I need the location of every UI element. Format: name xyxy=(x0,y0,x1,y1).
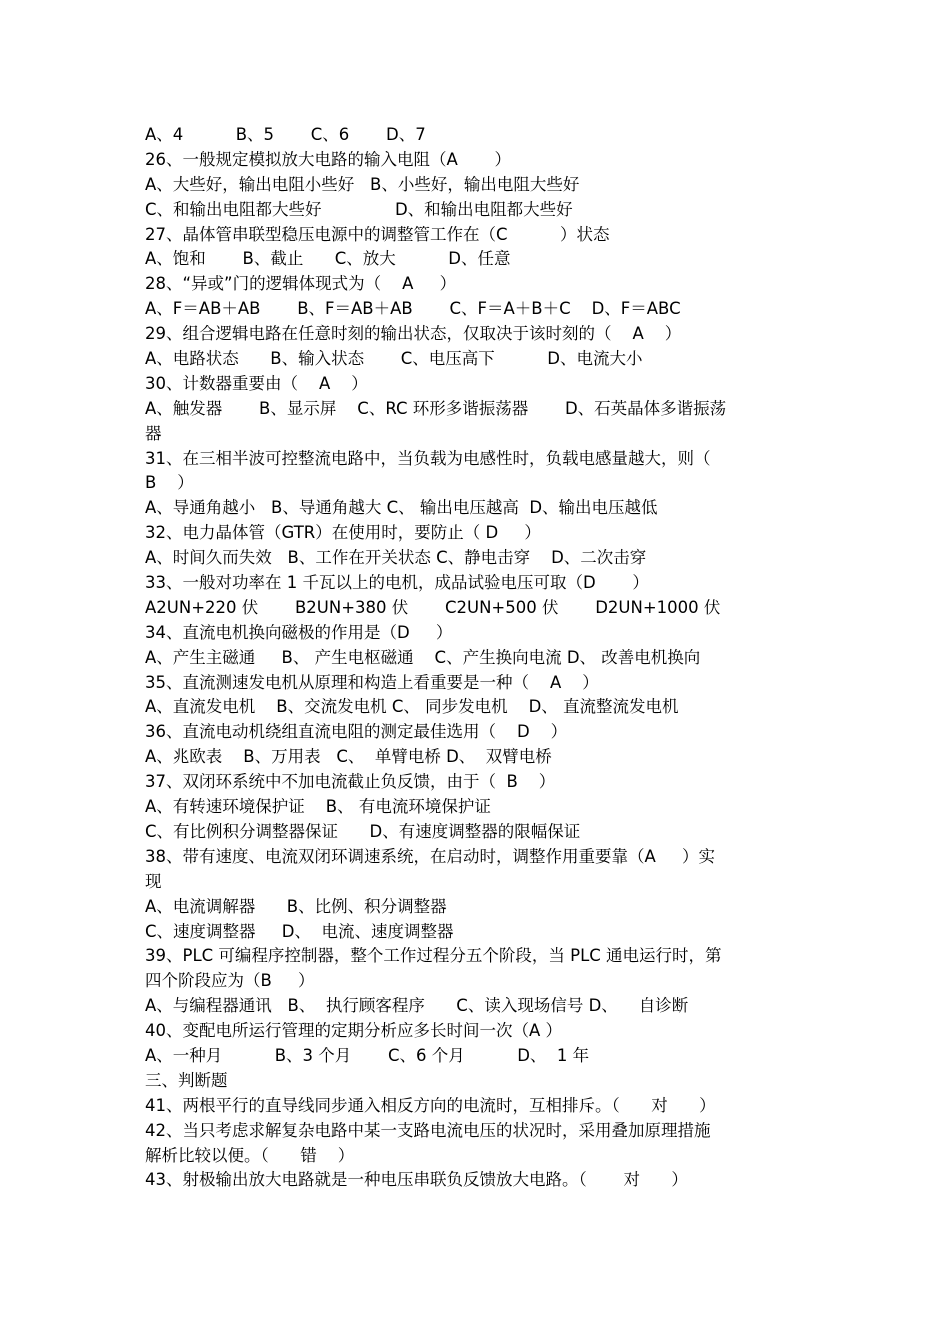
text-line: 33、一般对功率在 1 千瓦以上的电机，成品试验电压可取（D ） xyxy=(145,573,649,593)
text-line: A、F＝AB＋AB B、F＝AB＋AB C、F＝A＋B＋C D、F＝ABC xyxy=(145,299,681,319)
text-line: A、饱和 B、截止 C、放大 D、任意 xyxy=(145,249,511,269)
text-line: A、与编程器通讯 B、 执行顾客程序 C、读入现场信号 D、 自诊断 xyxy=(145,996,689,1016)
text-line: 43、射极输出放大电路就是一种电压串联负反馈放大电路。（ 对 ） xyxy=(145,1170,688,1190)
text-line: 31、在三相半波可控整流电路中，当负载为电感性时，负载电感量越大，则（ xyxy=(145,448,711,468)
text-line: 36、直流电动机绕组直流电阻的测定最佳选用（ D ） xyxy=(145,722,568,742)
text-line: 34、直流电机换向磁极的作用是（D ） xyxy=(145,622,453,642)
text-line: 四个阶段应为（B ） xyxy=(145,971,315,991)
text-line: 32、电力晶体管（GTR）在使用时，要防止（ D ） xyxy=(145,523,541,543)
text-line: 29、组合逻辑电路在任意时刻的输出状态，仅取决于该时刻的（ A ） xyxy=(145,324,682,344)
text-line: A、电路状态 B、输入状态 C、电压高下 D、电流大小 xyxy=(145,349,643,369)
text-line: 35、直流测速发电机从原理和构造上看重要是一种（ A ） xyxy=(145,672,599,692)
text-line: A、4 B、5 C、6 D、7 xyxy=(145,125,426,144)
text-line: 37、双闭环系统中不加电流截止负反馈，由于（ B ） xyxy=(145,772,556,792)
text-line: A、时间久而失效 B、工作在开关状态 C、静电击穿 D、二次击穿 xyxy=(145,548,647,568)
text-line: 39、PLC 可编程序控制器，整个工作过程分五个阶段，当 PLC 通电运行时，第 xyxy=(145,946,722,966)
text-line: 28、“异或”门的逻辑体现式为（ A ） xyxy=(145,274,457,294)
text-line: C、有比例积分调整器保证 D、有速度调整器的限幅保证 xyxy=(145,821,581,841)
text-line: 30、计数器重要由（ A ） xyxy=(145,373,368,393)
text-line: A、触发器 B、显示屏 C、RC 环形多谐振荡器 D、石英晶体多谐振荡 xyxy=(145,398,727,418)
document-body xyxy=(145,123,817,1193)
text-line: A、导通角越小 B、导通角越大 C、 输出电压越高 D、输出电压越低 xyxy=(145,498,658,518)
text-line: 解析比较以便。（ 错 ） xyxy=(145,1145,355,1165)
text-line: 38、带有速度、电流双闭环调速系统，在启动时，调整作用重要靠（A ）实 xyxy=(145,846,716,866)
text-line: 27、晶体管串联型稳压电源中的调整管工作在（C ）状态 xyxy=(145,224,610,244)
text-line: 40、变配电所运行管理的定期分析应多长时间一次（A ） xyxy=(145,1021,563,1041)
text-line: 42、当只考虑求解复杂电路中某一支路电流电压的状况时，采用叠加原理措施 xyxy=(145,1120,711,1140)
text-line: A、电流调解器 B、比例、积分调整器 xyxy=(145,896,447,916)
text-line: 41、两根平行的直导线同步通入相反方向的电流时，互相排斥。（ 对 ） xyxy=(145,1095,716,1115)
text-line: 三、判断题 xyxy=(145,1070,228,1090)
text-line: C、和输出电阻都大些好 D、和输出电阻都大些好 xyxy=(145,199,573,219)
text-line: 现 xyxy=(145,871,162,891)
text-line: A、一种月 B、3 个月 C、6 个月 D、 1 年 xyxy=(145,1045,590,1065)
text-line: A、大些好，输出电阻小些好 B、小些好，输出电阻大些好 xyxy=(145,174,580,194)
text-line: A、产生主磁通 B、 产生电枢磁通 C、产生换向电流 D、 改善电机换向 xyxy=(145,647,701,667)
text-line: A、直流发电机 B、交流发电机 C、 同步发电机 D、 直流整流发电机 xyxy=(145,697,679,717)
text-line: A、有转速环境保护证 B、 有电流环境保护证 xyxy=(145,797,491,817)
text-line: C、速度调整器 D、 电流、速度调整器 xyxy=(145,921,454,941)
text-line: 器 xyxy=(145,423,162,443)
text-line: B ） xyxy=(145,473,194,493)
text-line: A、兆欧表 B、万用表 C、 单臂电桥 D、 双臂电桥 xyxy=(145,747,552,767)
text-line: A2UN+220 伏 B2UN+380 伏 C2UN+500 伏 D2UN+1000 伏 xyxy=(145,597,721,617)
text-line: 26、一般规定模拟放大电路的输入电阻（A ） xyxy=(145,149,511,169)
